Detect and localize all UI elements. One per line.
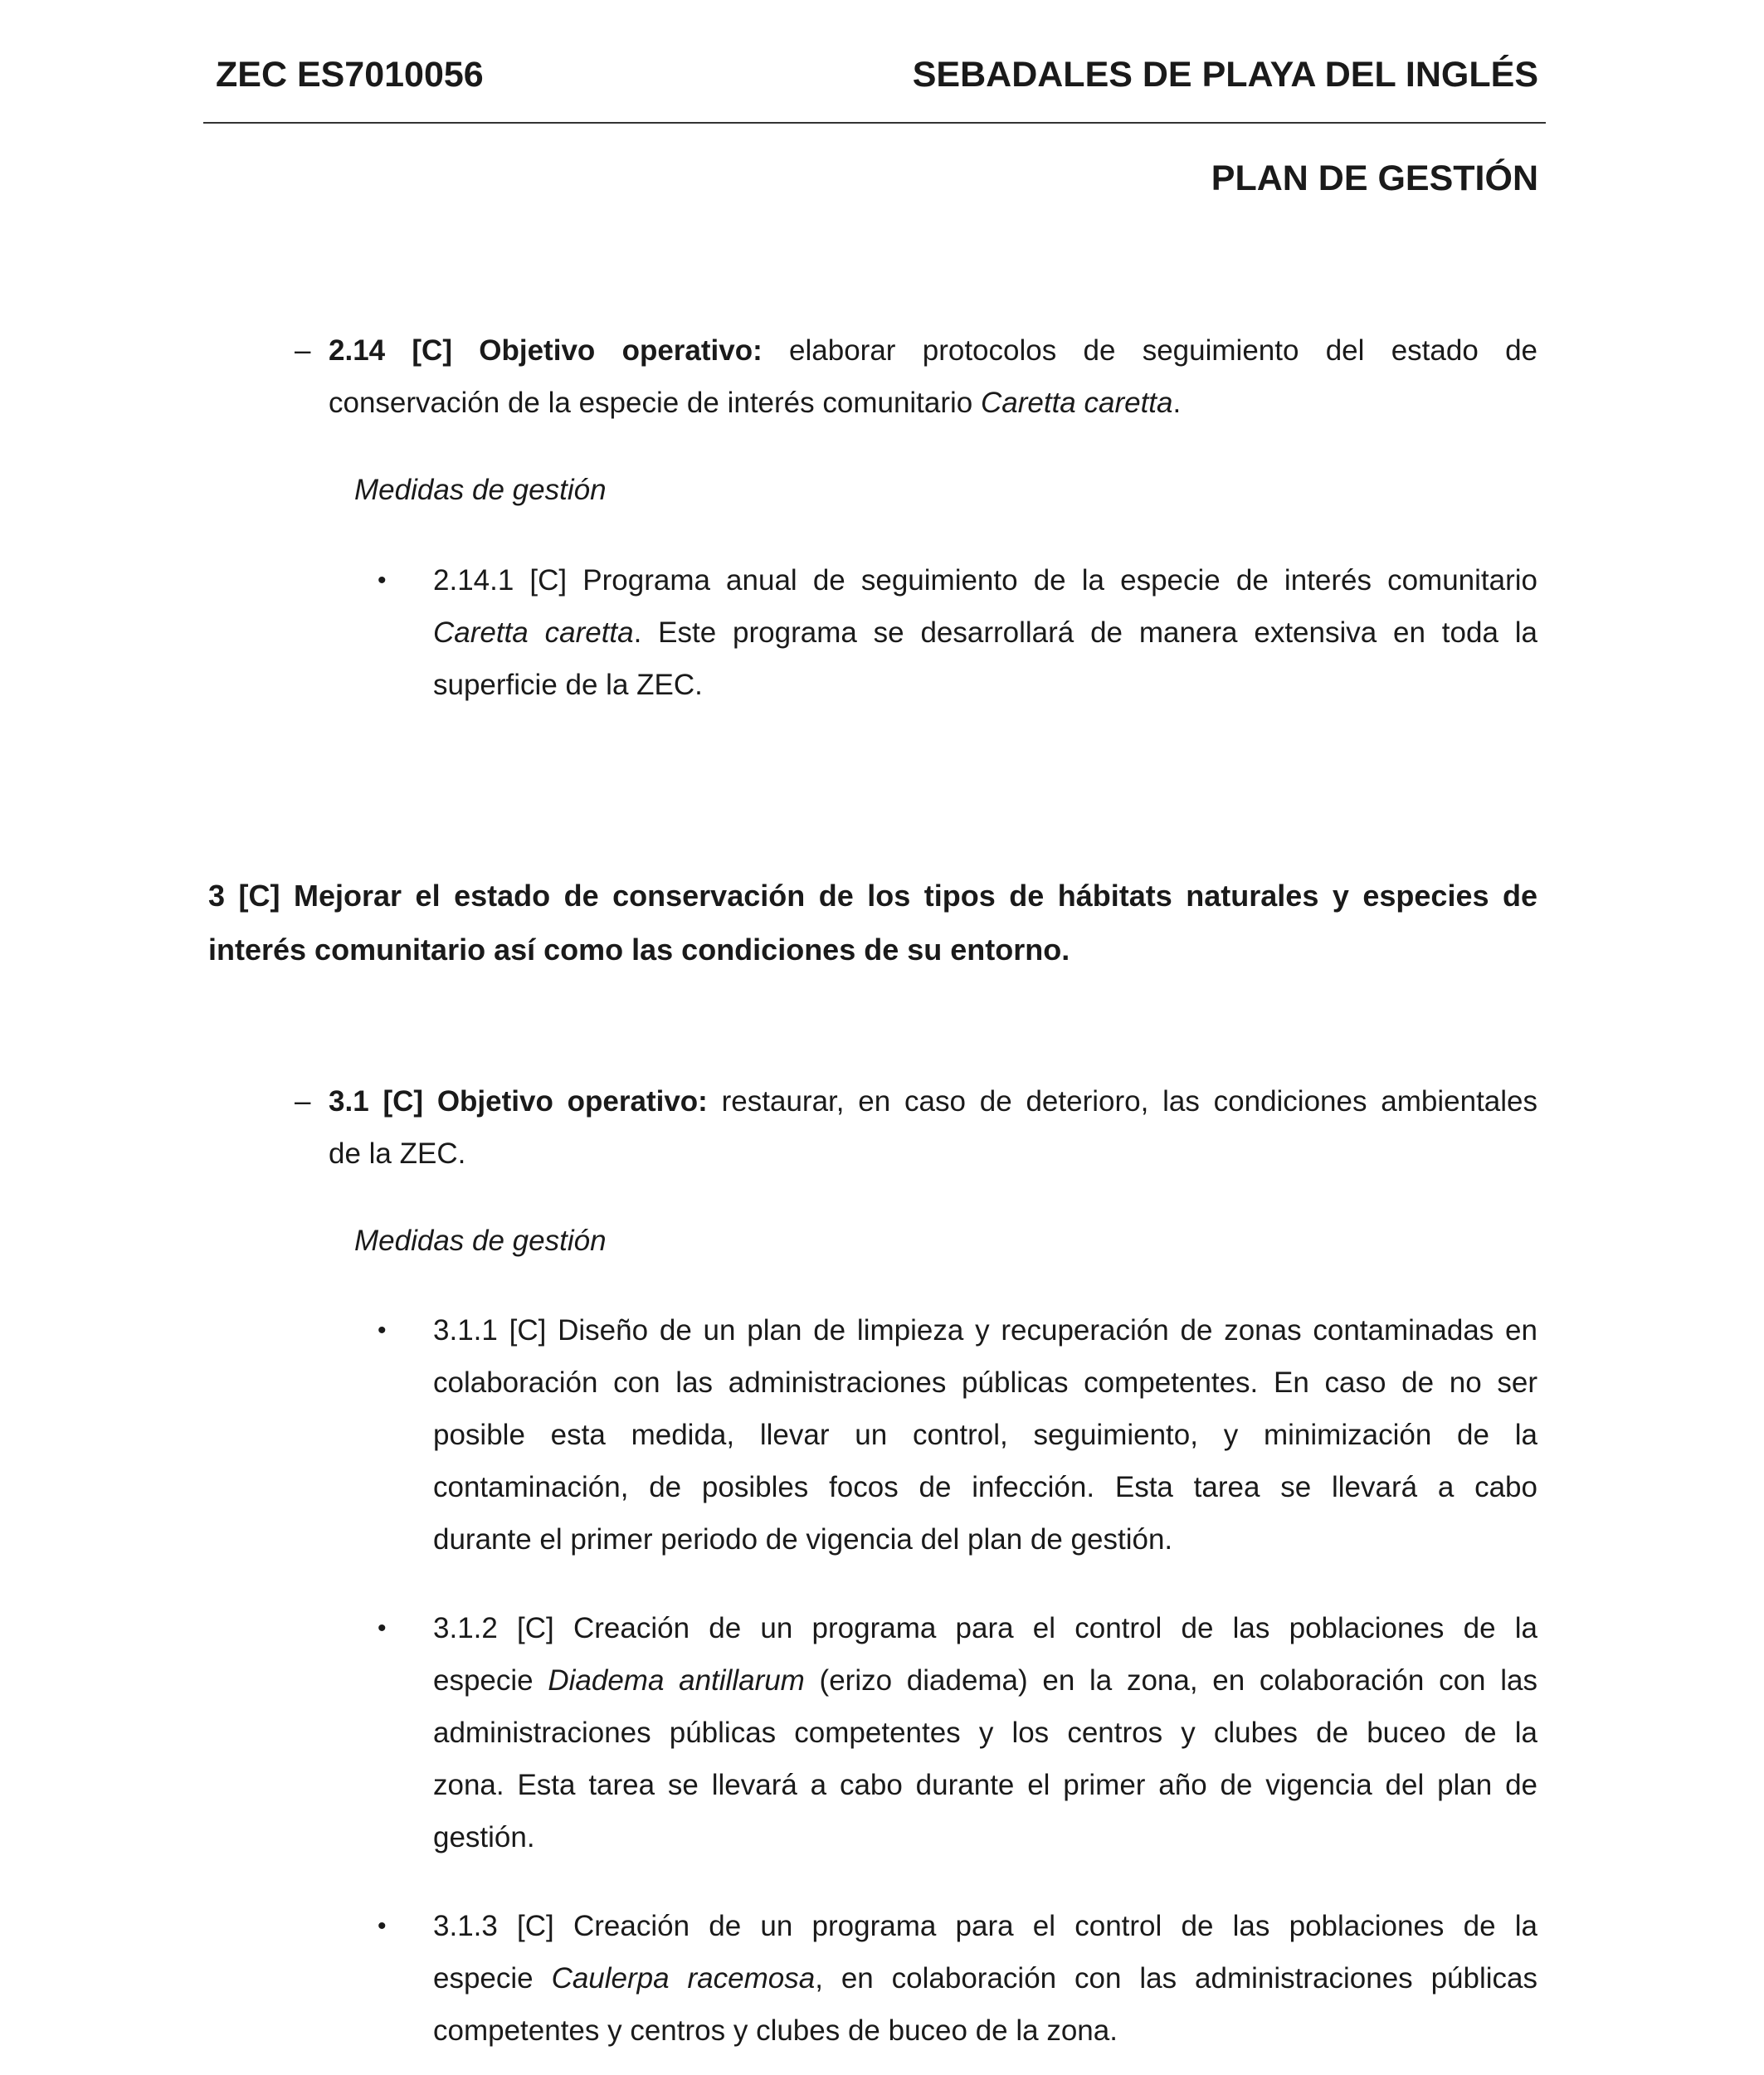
measure-3-1-1 — [433, 1304, 1537, 1566]
objective-2-14 — [329, 324, 1537, 429]
objective-3-1-line-1 — [329, 1075, 1537, 1128]
section-3-heading — [208, 869, 1537, 977]
measure-line: contaminación, de posibles focos de infección. Esta tarea se llevará a cabo — [433, 1471, 1537, 1503]
section-3-heading-line-2: interés comunitario así como las condiciones de su entorno. — [208, 933, 1070, 967]
measure-text: . Este programa se desarrollará de manera extensiva en toda la — [633, 616, 1537, 649]
measure-line: 3.1.2 [C] Creación de un programa para el control de las poblaciones de la — [433, 1612, 1537, 1644]
measure-3-1-2 — [433, 1602, 1537, 1863]
bullet-marker: • — [378, 1317, 387, 1344]
measure-text: (erizo diadema) en la zona, en colaboración con las — [804, 1664, 1537, 1697]
measure-3-1-3 — [433, 1900, 1537, 2057]
medidas-heading-1: Medidas de gestión — [354, 474, 607, 506]
objective-2-14-text-2: conservación de la especie de interés comunitario — [329, 387, 981, 419]
measure-line: administraciones públicas competentes y los centros y clubes de buceo de la — [433, 1717, 1537, 1749]
objective-2-14-line-2 — [329, 377, 1537, 429]
bullet-marker: • — [378, 567, 387, 594]
measure-line: superficie de la ZEC. — [433, 669, 703, 701]
bullet-marker: • — [378, 1615, 387, 1642]
measure-line — [433, 1952, 1537, 2004]
species-name: Caretta caretta — [981, 387, 1173, 419]
objective-3-1 — [329, 1075, 1537, 1180]
header-zec-code: ZEC ES7010056 — [216, 55, 484, 95]
dash-marker: – — [295, 1085, 311, 1118]
medidas-heading-2: Medidas de gestión — [354, 1225, 607, 1257]
header-divider — [203, 122, 1546, 124]
measure-line: durante el primer periodo de vigencia del plan de gestión. — [433, 1523, 1173, 1556]
objective-2-14-label: 2.14 [C] Objetivo operativo: — [329, 334, 763, 367]
species-name: Diadema antillarum — [548, 1664, 805, 1697]
measure-line: competentes y centros y clubes de buceo de la zona. — [433, 2014, 1118, 2047]
measure-line: zona. Esta tarea se llevará a cabo durante el primer año de vigencia del plan de — [433, 1769, 1537, 1801]
header-site-name: SEBADALES DE PLAYA DEL INGLÉS — [912, 55, 1538, 95]
objective-3-1-label: 3.1 [C] Objetivo operativo: — [329, 1085, 708, 1118]
dash-marker: – — [295, 334, 311, 367]
measure-text: , en colaboración con las administraciones públicas — [815, 1962, 1537, 1995]
measure-text: especie — [433, 1962, 552, 1995]
species-name: Caulerpa racemosa — [551, 1962, 816, 1995]
section-3-heading-line-1: 3 [C] Mejorar el estado de conservación de los tipos de hábitats naturales y especies de — [208, 879, 1537, 913]
bullet-marker: • — [378, 1912, 387, 1940]
measure-line — [433, 606, 1537, 659]
measure-line — [433, 1654, 1537, 1707]
measure-line: posible esta medida, llevar un control, seguimiento, y minimización de la — [433, 1419, 1537, 1451]
measure-line: gestión. — [433, 1821, 535, 1853]
objective-2-14-text-1: elaborar protocolos de seguimiento del estado de — [762, 334, 1537, 367]
measure-line: 3.1.1 [C] Diseño de un plan de limpieza y recuperación de zonas contaminadas en — [433, 1314, 1537, 1347]
objective-3-1-line-2: de la ZEC. — [329, 1137, 466, 1170]
measure-line: 2.14.1 [C] Programa anual de seguimiento de la especie de interés comunitario — [433, 564, 1537, 597]
measure-line: 3.1.3 [C] Creación de un programa para el control de las poblaciones de la — [433, 1910, 1537, 1942]
objective-3-1-text-1: restaurar, en caso de deterioro, las condiciones ambientales — [707, 1085, 1537, 1118]
measure-2-14-1 — [433, 554, 1537, 711]
document-subtitle: PLAN DE GESTIÓN — [1211, 158, 1538, 198]
objective-2-14-text-end: . — [1172, 387, 1182, 419]
measure-line: colaboración con las administraciones públicas competentes. En caso de no ser — [433, 1366, 1537, 1399]
measure-text: especie — [433, 1664, 548, 1697]
species-name: Caretta caretta — [433, 616, 634, 649]
objective-2-14-line-1 — [329, 324, 1537, 377]
